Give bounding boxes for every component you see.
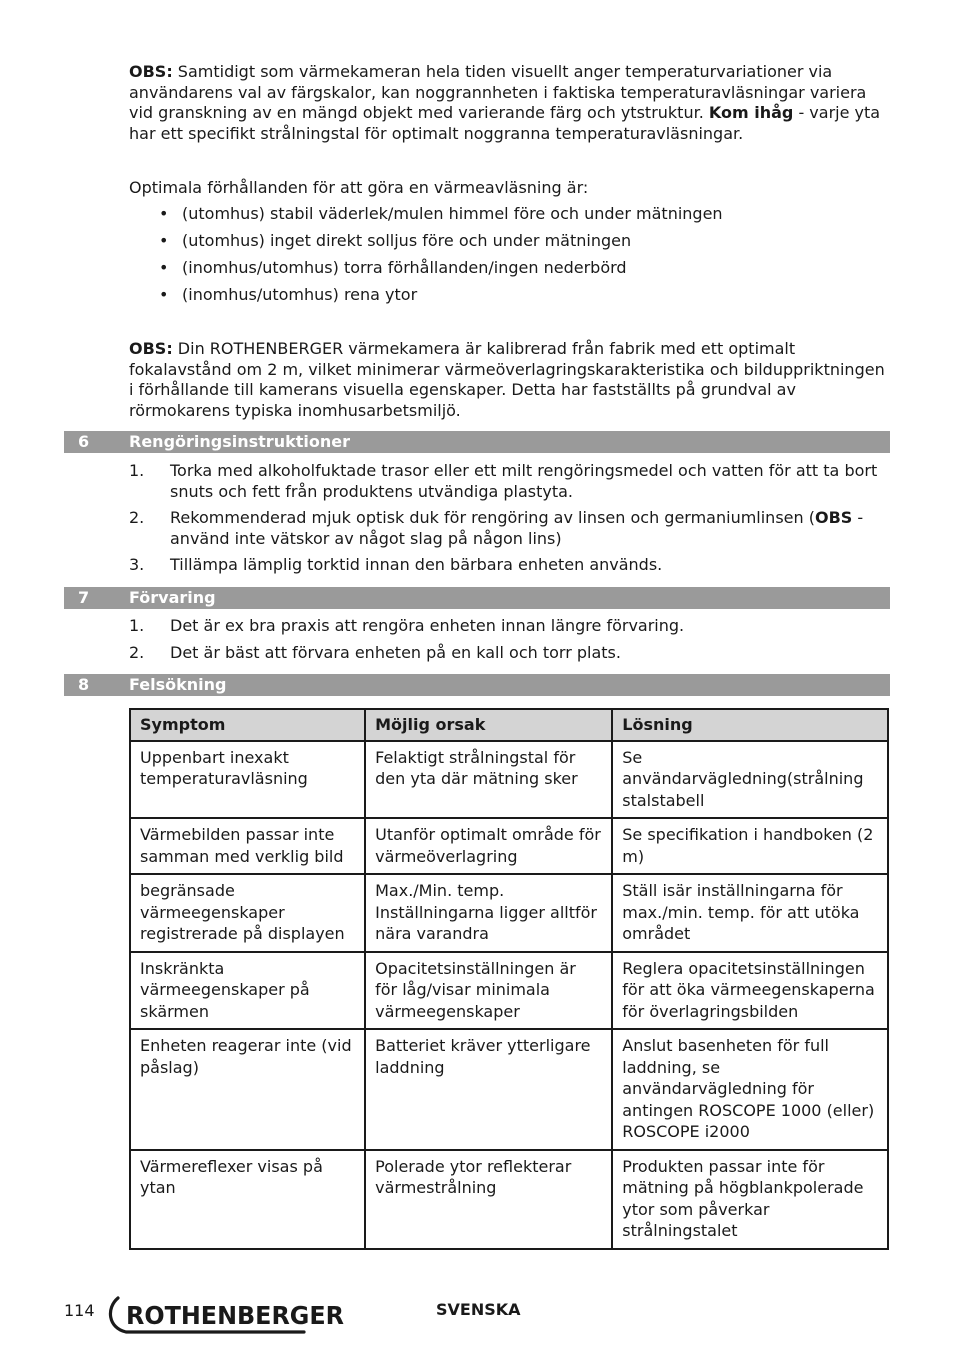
table-cell: Produkten passar inte för mätning på högblankpolerade ytor som påverkar strålningstalet (612, 1150, 888, 1249)
page-number: 114 (64, 1301, 95, 1320)
list-item (129, 555, 889, 576)
table-cell: Max./Min. temp. Inställningarna ligger alltför nära varandra (365, 874, 612, 952)
column-header: Lösning (612, 709, 888, 741)
column-header: Symptom (130, 709, 365, 741)
list-item: • (utomhus) inget direkt solljus före och under mätningen (129, 231, 889, 251)
table-row (130, 741, 888, 819)
list-item (129, 508, 889, 549)
table-header-row (130, 709, 888, 741)
step-text: Rekommenderad mjuk optisk duk för rengöring av linsen och germaniumlinsen ( (170, 508, 815, 527)
table-cell: Ställ isär inställningarna för max./min. temp. för att utöka området (612, 874, 888, 952)
table-row (130, 874, 888, 952)
table-cell: Se användarvägledning(strålning stalstabell (612, 741, 888, 819)
step-emphasis: OBS (814, 508, 853, 527)
language-label: SVENSKA (436, 1300, 521, 1319)
note-label: OBS: (129, 62, 173, 81)
column-header: Möjlig orsak (365, 709, 612, 741)
list-item (129, 461, 889, 502)
brand-wordmark: ROTHENBERGER (126, 1301, 344, 1330)
conditions-intro: Optimala förhållanden för att göra en värmeavläsning är: (129, 178, 589, 197)
table-row (130, 952, 888, 1030)
note-obs-2 (129, 339, 889, 421)
note-obs-1 (129, 62, 889, 144)
step-number: 2. (129, 642, 145, 662)
list-item: • (utomhus) stabil väderlek/mulen himmel före och under mätningen (129, 204, 889, 224)
section-title: Rengöringsinstruktioner (129, 432, 350, 451)
section-number: 8 (78, 675, 90, 694)
cleaning-steps (129, 461, 889, 582)
table-cell: Se specifikation i handboken (2 m) (612, 818, 888, 874)
table-cell: Polerade ytor reflekterar värmestrålning (365, 1150, 612, 1249)
step-text: Tillämpa lämplig torktid innan den bärbara enheten används. (170, 555, 663, 574)
section-header-6 (64, 431, 890, 453)
list-item (129, 643, 889, 664)
step-number: 3. (129, 555, 145, 574)
table-cell: Reglera opacitetsinställningen för att öka värmeegenskaperna för överlagringsbilden (612, 952, 888, 1030)
table-cell: Opacitetsinställningen är för låg/visar minimala värmeegenskaper (365, 952, 612, 1030)
section-header-7 (64, 587, 890, 609)
note-label: OBS: (129, 339, 173, 358)
note-emphasis: Kom ihåg (708, 103, 794, 122)
step-number: 1. (129, 461, 145, 480)
section-title: Felsökning (129, 675, 227, 694)
storage-steps (129, 616, 889, 669)
note-text: Din ROTHENBERGER värmekamera är kalibrerad från fabrik med ett optimalt fokalavstånd om 2 m, vilket minimerar värmeöverlagringskarakteristika och bilduppriktningen i förhållande till kamerans visuella egenskaper. Detta har fastställts på grundval av rörmokarens typiska inomhusarbetsmiljö. (129, 339, 885, 420)
table-row (130, 1029, 888, 1150)
table-cell: Batteriet kräver ytterligare laddning (365, 1029, 612, 1150)
step-text: Torka med alkoholfuktade trasor eller ett milt rengöringsmedel och vatten för att ta bort snuts och fett från produktens utvändiga plastyta. (170, 461, 878, 501)
table-cell: Anslut basenheten för full laddning, se användarvägledning för antingen ROSCOPE 1000 (eller) ROSCOPE i2000 (612, 1029, 888, 1150)
table-cell: Värmereflexer visas på ytan (130, 1150, 365, 1249)
step-text: Det är bäst att förvara enheten på en kall och torr plats. (170, 642, 621, 662)
list-item (129, 616, 889, 637)
section-number: 6 (78, 432, 90, 451)
table-row (130, 1150, 888, 1249)
table-cell: Inskränkta värmeegenskaper på skärmen (130, 952, 365, 1030)
list-item: • (inomhus/utomhus) torra förhållanden/ingen nederbörd (129, 258, 889, 278)
table-cell: Värmebilden passar inte samman med verklig bild (130, 818, 365, 874)
note-text: Samtidigt som värmekameran hela tiden visuellt anger temperaturvariationer via användarens val av färgskalor, kan noggrannheten i faktiska temperaturavläsningar variera vid granskning av en mängd objekt med varierande färg och ytstruktur. (129, 62, 867, 122)
table-cell: Utanför optimalt område för värmeöverlagring (365, 818, 612, 874)
section-number: 7 (78, 588, 90, 607)
section-header-8 (64, 674, 890, 696)
step-number: 1. (129, 616, 145, 635)
troubleshooting-table (129, 708, 889, 1250)
table-row (130, 818, 888, 874)
rothenberger-logo-icon (104, 1294, 349, 1336)
table-cell: begränsade värmeegenskaper registrerade på displayen (130, 874, 365, 952)
step-text: - använd inte vätskor av något slag på någon lins) (170, 508, 864, 548)
note-text: - varje yta har ett specifikt strålningstal för optimalt noggranna temperaturavläsningar. (129, 103, 881, 143)
list-item: • (inomhus/utomhus) rena ytor (129, 285, 889, 305)
step-text: Det är ex bra praxis att rengöra enheten innan längre förvaring. (170, 616, 685, 635)
conditions-list (129, 204, 889, 312)
step-number: 2. (129, 508, 145, 527)
table-cell: Enheten reagerar inte (vid påslag) (130, 1029, 365, 1150)
table-cell: Uppenbart inexakt temperaturavläsning (130, 741, 365, 819)
section-title: Förvaring (129, 588, 216, 607)
table-cell: Felaktigt strålningstal för den yta där mätning sker (365, 741, 612, 819)
